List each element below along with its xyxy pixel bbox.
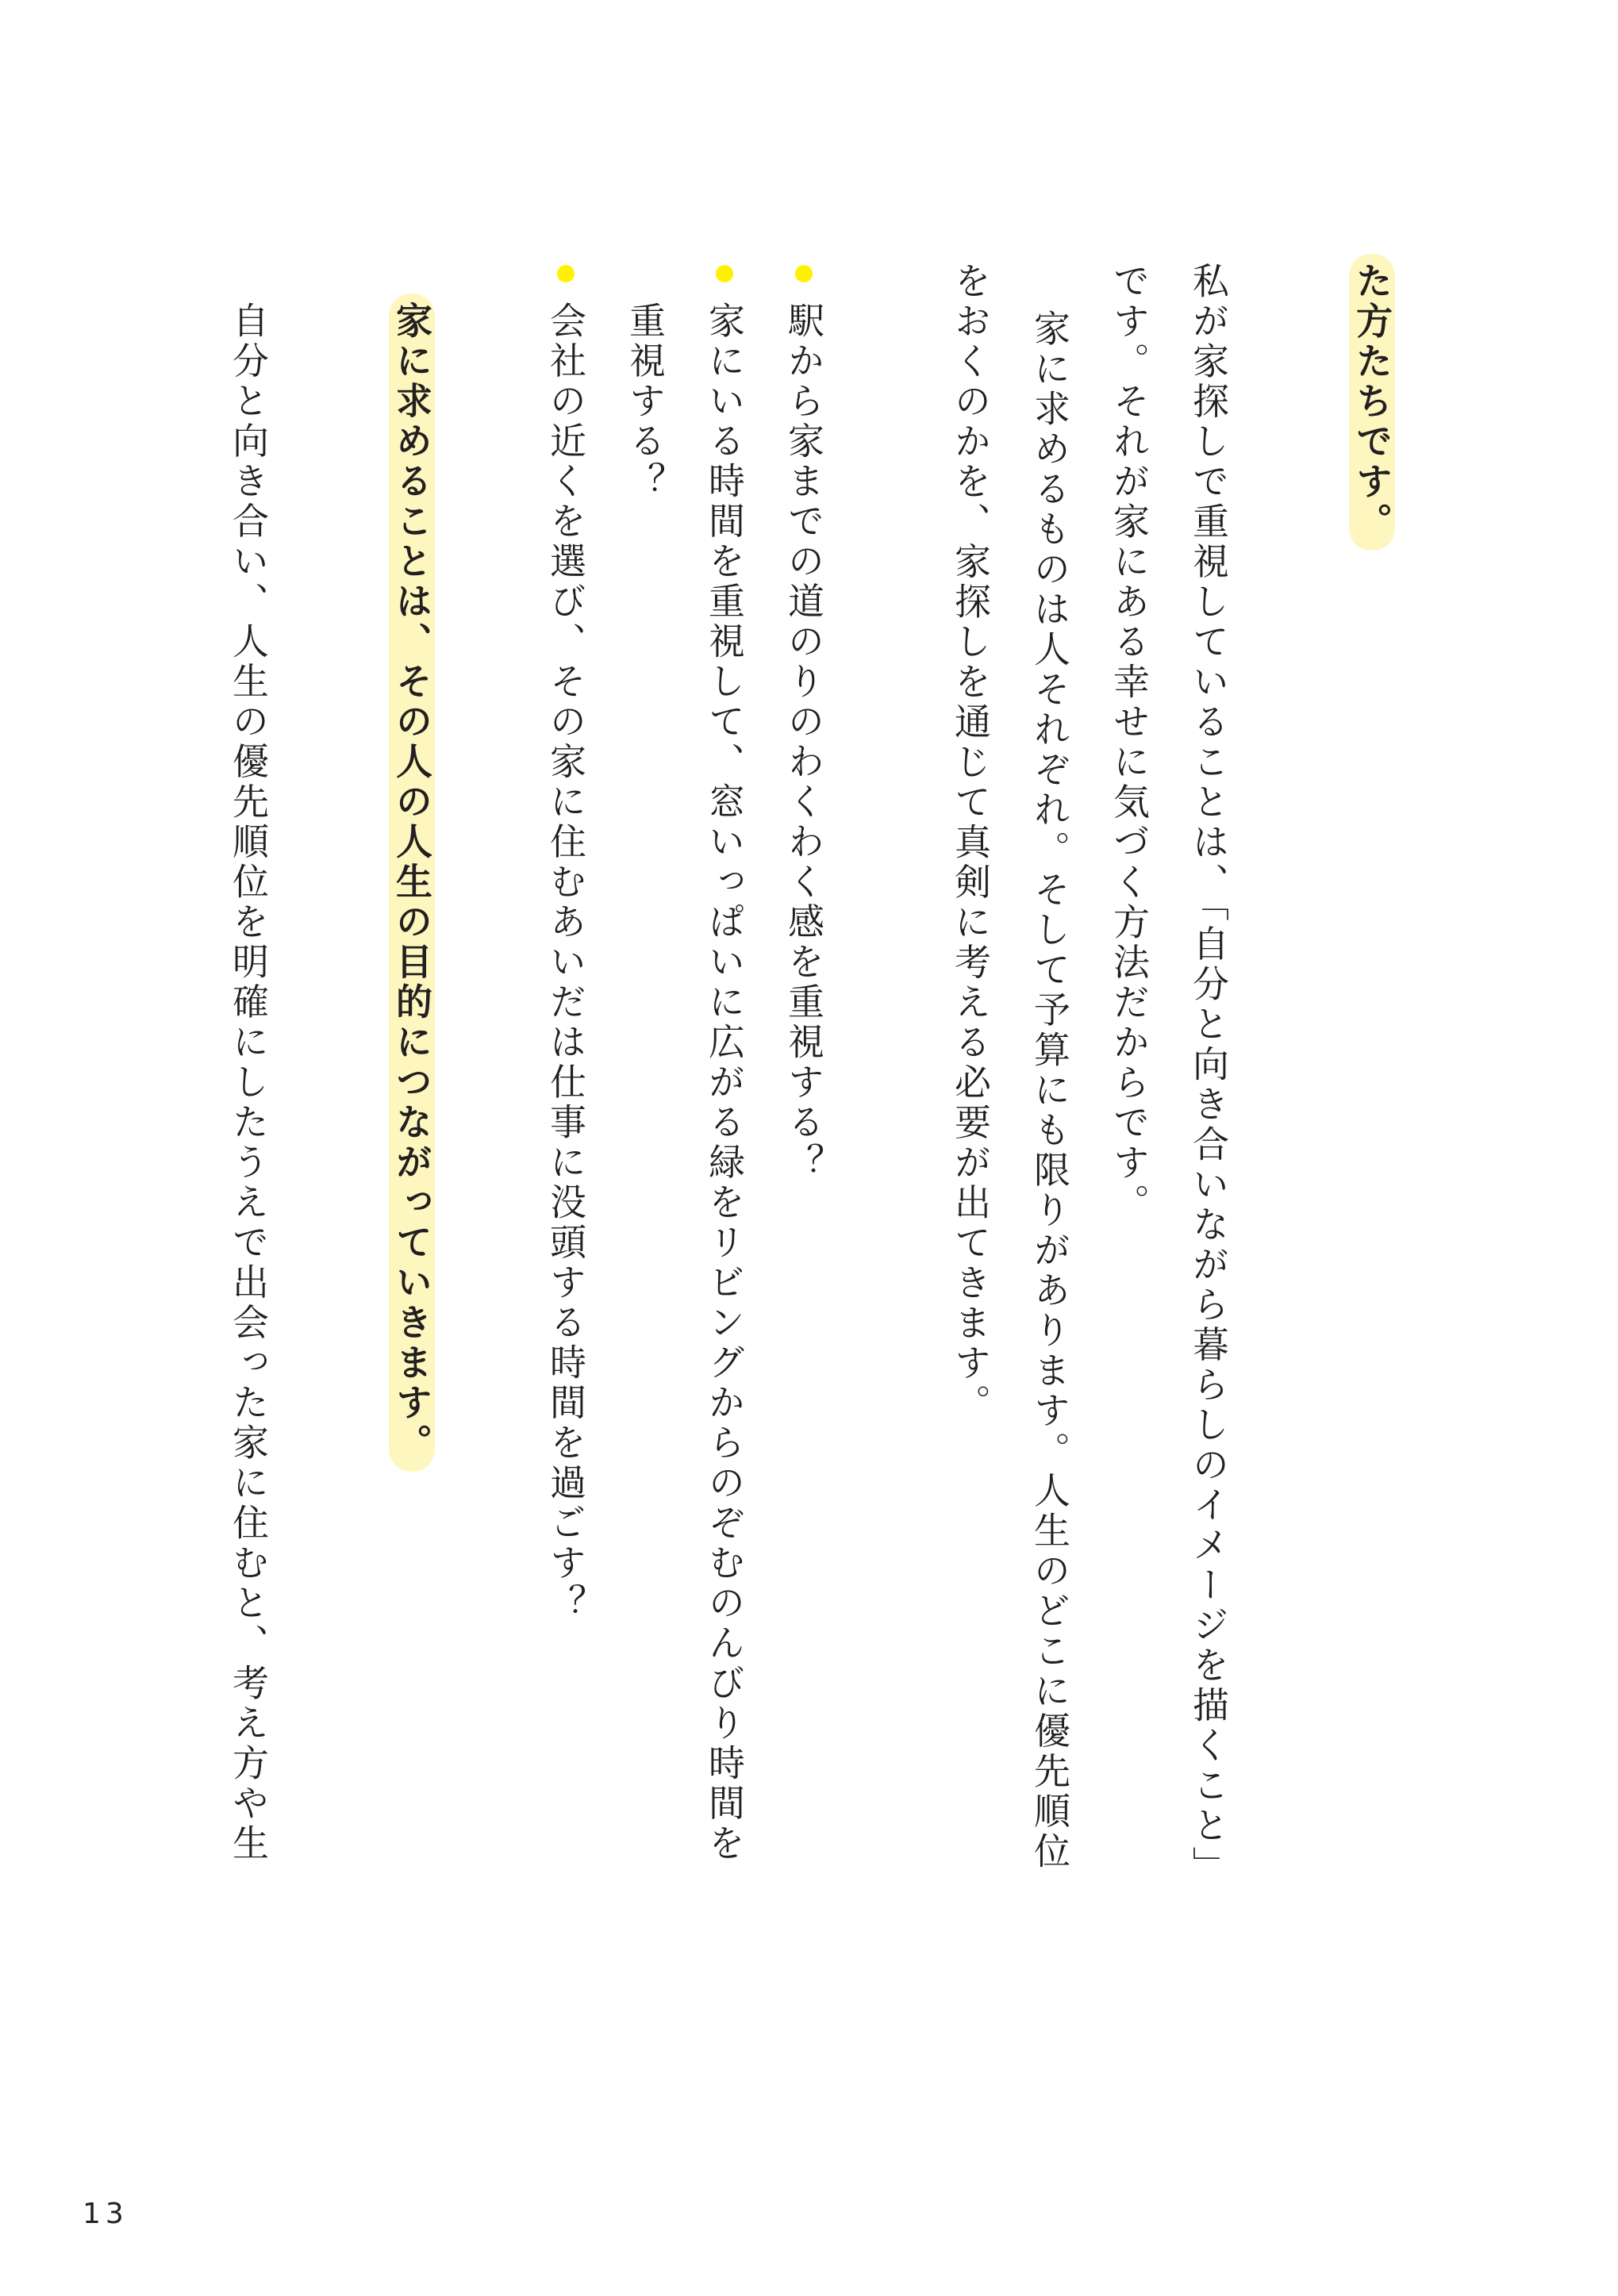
text-column-emphasis bbox=[389, 294, 435, 1472]
bullet-item-1: 駅から家までの道のりのわくわく感を重視する？ bbox=[782, 301, 825, 1183]
text-column-last: 自分と向き合い、人生の優先順位を明確にしたうえで出会った家に住むと、考え方や生 bbox=[227, 301, 270, 1864]
bullet-dot-3 bbox=[557, 265, 575, 282]
text-column-3: です。それが家にある幸せに気づく方法だからです。 bbox=[1108, 262, 1151, 1223]
bullet-item-2-continued: 重視する？ bbox=[624, 301, 667, 502]
text-column-5: をおくのかを、家探しを通じて真剣に考える必要が出てきます。 bbox=[949, 262, 992, 1424]
highlighted-key-message: 家に求めることは、その人の人生の目的につながっていきます。 bbox=[389, 294, 435, 1472]
text-column-4: 家に求めるものは人それぞれ。そして予算にも限りがあります。人生のどこに優先順位 bbox=[1028, 309, 1071, 1872]
bullet-item-2: 家にいる時間を重視して、窓いっぱいに広がる緑をリビングからのぞむのんびり時間を bbox=[703, 301, 746, 1864]
text-column-1 bbox=[1349, 254, 1395, 551]
page-number: 13 bbox=[83, 2198, 129, 2230]
bullet-item-3: 会社の近くを選び、その家に住むあいだは仕事に没頭する時間を過ごす？ bbox=[544, 301, 587, 1624]
highlighted-heading-fragment: た方たちです。 bbox=[1349, 254, 1395, 551]
bullet-dot-1 bbox=[795, 265, 813, 282]
text-column-2: 私が家探しで重視していることは、「自分と向き合いながら暮らしのイメージを描くこと」 bbox=[1187, 262, 1230, 1887]
bullet-dot-2 bbox=[716, 265, 733, 282]
